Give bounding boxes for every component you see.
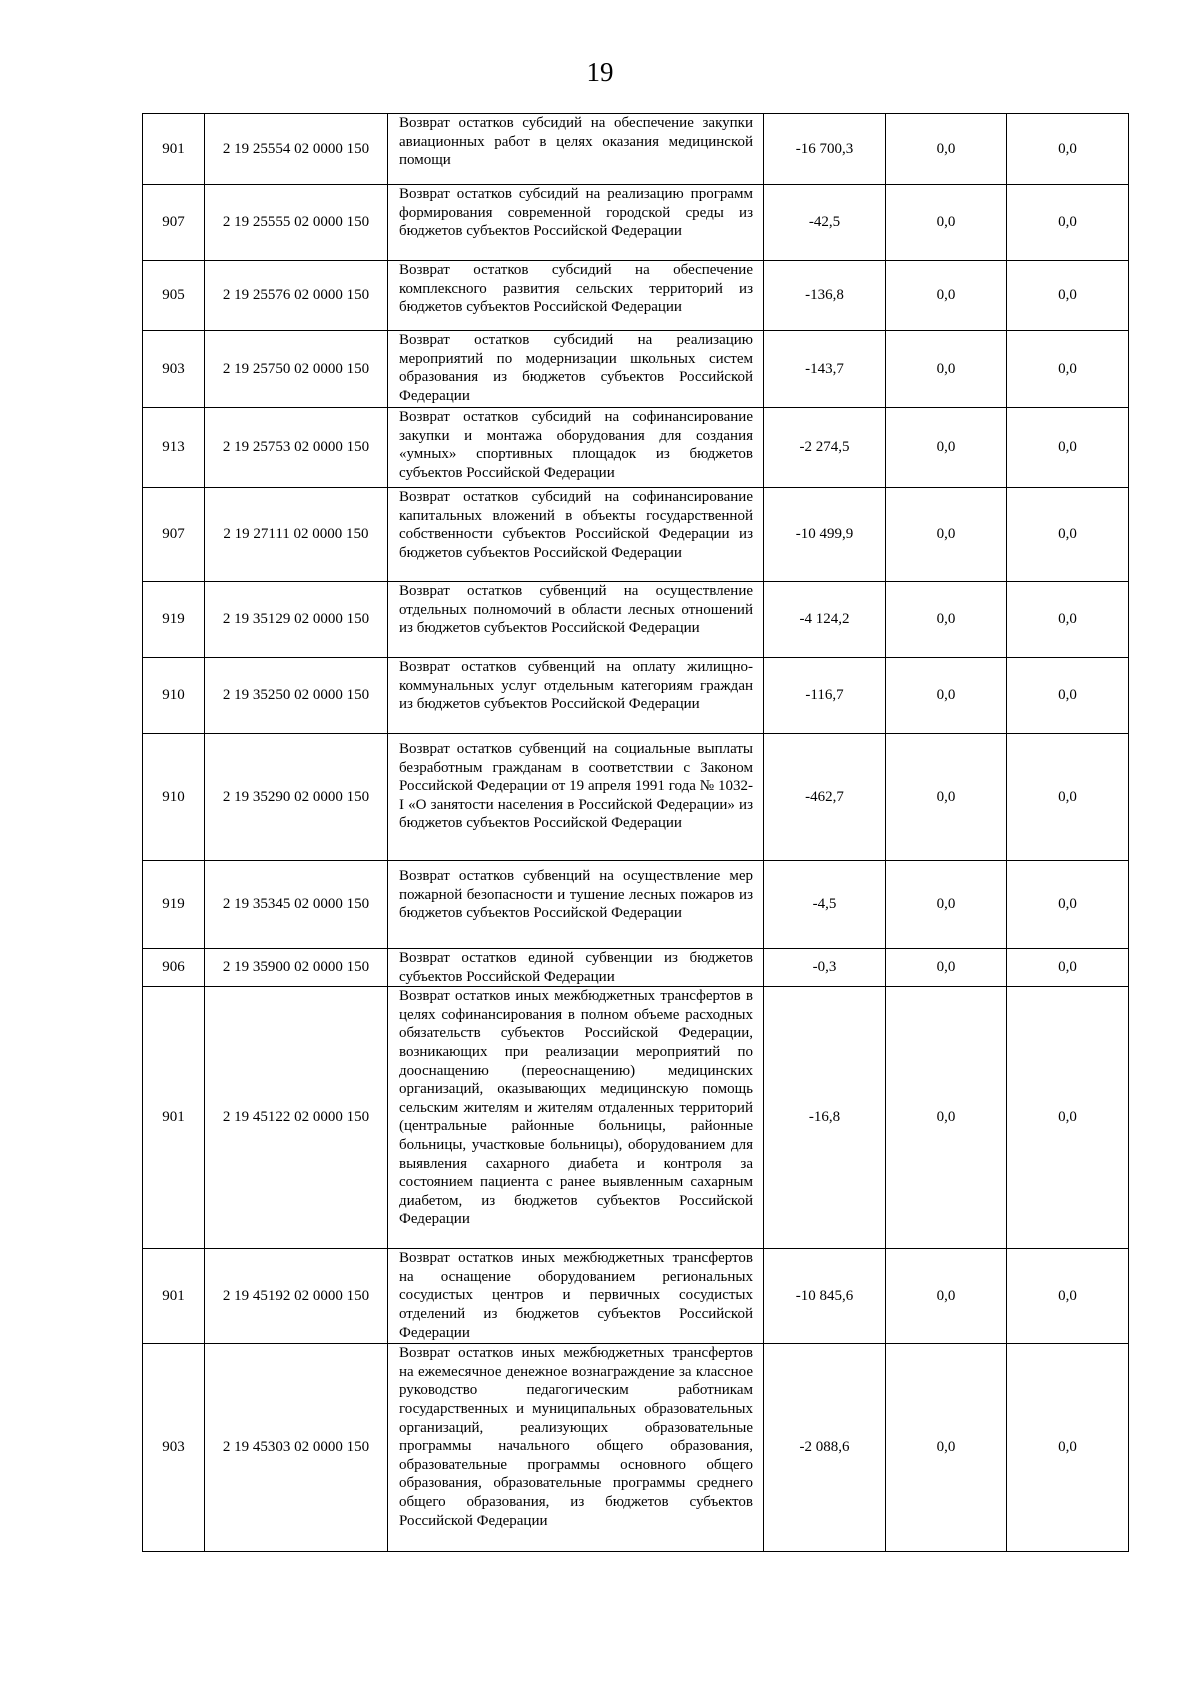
admin-code-cell: 901 <box>143 987 205 1249</box>
budget-table <box>142 113 1129 1552</box>
description-cell: Возврат остатков субвенций на осуществление мер пожарной безопасности и тушение лесных пожаров из бюджетов субъектов Российской Федерации <box>388 861 764 949</box>
table-row <box>143 658 1129 734</box>
admin-code-cell: 910 <box>143 658 205 734</box>
admin-code-cell: 906 <box>143 949 205 987</box>
amount-year3-cell: 0,0 <box>1007 114 1129 185</box>
amount-year3-cell: 0,0 <box>1007 1344 1129 1552</box>
amount-year3-cell: 0,0 <box>1007 658 1129 734</box>
table-row <box>143 582 1129 658</box>
admin-code-cell: 913 <box>143 408 205 488</box>
amount-year3-cell: 0,0 <box>1007 331 1129 408</box>
admin-code-cell: 919 <box>143 861 205 949</box>
amount-year3-cell: 0,0 <box>1007 861 1129 949</box>
description-cell: Возврат остатков субсидий на обеспечение комплексного развития сельских территорий из бюджетов субъектов Российской Федерации <box>388 261 764 331</box>
admin-code-cell: 905 <box>143 261 205 331</box>
table-row <box>143 185 1129 261</box>
table-row <box>143 861 1129 949</box>
amount-year1-cell: -143,7 <box>764 331 886 408</box>
description-cell: Возврат остатков субвенций на оплату жилищно-коммунальных услуг отдельным категориям граждан из бюджетов субъектов Российской Федерации <box>388 658 764 734</box>
amount-year1-cell: -2 088,6 <box>764 1344 886 1552</box>
budget-code-cell: 2 19 35129 02 0000 150 <box>205 582 388 658</box>
amount-year3-cell: 0,0 <box>1007 734 1129 861</box>
amount-year3-cell: 0,0 <box>1007 488 1129 582</box>
amount-year2-cell: 0,0 <box>886 408 1007 488</box>
table-row <box>143 261 1129 331</box>
description-cell: Возврат остатков субсидий на реализацию мероприятий по модернизации школьных систем образования из бюджетов субъектов Российской Федерации <box>388 331 764 408</box>
amount-year1-cell: -42,5 <box>764 185 886 261</box>
amount-year3-cell: 0,0 <box>1007 1249 1129 1344</box>
amount-year1-cell: -2 274,5 <box>764 408 886 488</box>
table-row <box>143 734 1129 861</box>
table-row <box>143 488 1129 582</box>
amount-year2-cell: 0,0 <box>886 1249 1007 1344</box>
budget-code-cell: 2 19 35900 02 0000 150 <box>205 949 388 987</box>
amount-year1-cell: -10 499,9 <box>764 488 886 582</box>
description-cell: Возврат остатков иных межбюджетных трансфертов на оснащение оборудованием региональных сосудистых центров и первичных сосудистых отделений из бюджетов субъектов Российской Федерации <box>388 1249 764 1344</box>
admin-code-cell: 907 <box>143 488 205 582</box>
description-cell: Возврат остатков субвенций на социальные выплаты безработным гражданам в соответствии с Законом Российской Федерации от 19 апреля 1991 года № 1032-I «О занятости населения в Российской Федерации» из бюджетов субъектов Российской Федерации <box>388 734 764 861</box>
amount-year3-cell: 0,0 <box>1007 261 1129 331</box>
amount-year2-cell: 0,0 <box>886 1344 1007 1552</box>
description-cell: Возврат остатков иных межбюджетных трансфертов на ежемесячное денежное вознаграждение за классное руководство педагогическим работникам государственных и муниципальных образовательных организаций, реализующих образовательные программы начального общего образования, образовательные программы основного общего образования, образовательные программы среднего общего образования, из бюджетов субъектов Российской Федерации <box>388 1344 764 1552</box>
amount-year2-cell: 0,0 <box>886 331 1007 408</box>
amount-year1-cell: -136,8 <box>764 261 886 331</box>
description-cell: Возврат остатков субсидий на софинансирование капитальных вложений в объекты государственной собственности субъектов Российской Федерации из бюджетов субъектов Российской Федерации <box>388 488 764 582</box>
amount-year2-cell: 0,0 <box>886 861 1007 949</box>
amount-year3-cell: 0,0 <box>1007 185 1129 261</box>
amount-year2-cell: 0,0 <box>886 734 1007 861</box>
amount-year1-cell: -16 700,3 <box>764 114 886 185</box>
budget-code-cell: 2 19 27111 02 0000 150 <box>205 488 388 582</box>
budget-code-cell: 2 19 25576 02 0000 150 <box>205 261 388 331</box>
description-cell: Возврат остатков субвенций на осуществление отдельных полномочий в области лесных отношений из бюджетов субъектов Российской Федерации <box>388 582 764 658</box>
table-row <box>143 1249 1129 1344</box>
amount-year3-cell: 0,0 <box>1007 987 1129 1249</box>
amount-year2-cell: 0,0 <box>886 582 1007 658</box>
description-cell: Возврат остатков единой субвенции из бюджетов субъектов Российской Федерации <box>388 949 764 987</box>
table-row <box>143 408 1129 488</box>
amount-year1-cell: -16,8 <box>764 987 886 1249</box>
description-cell: Возврат остатков субсидий на софинансирование закупки и монтажа оборудования для создания «умных» спортивных площадок из бюджетов субъектов Российской Федерации <box>388 408 764 488</box>
table-row <box>143 987 1129 1249</box>
table-row <box>143 331 1129 408</box>
budget-table-body <box>143 114 1129 1552</box>
admin-code-cell: 910 <box>143 734 205 861</box>
description-cell: Возврат остатков субсидий на обеспечение закупки авиационных работ в целях оказания медицинской помощи <box>388 114 764 185</box>
amount-year1-cell: -116,7 <box>764 658 886 734</box>
budget-code-cell: 2 19 45122 02 0000 150 <box>205 987 388 1249</box>
amount-year3-cell: 0,0 <box>1007 408 1129 488</box>
amount-year2-cell: 0,0 <box>886 114 1007 185</box>
amount-year2-cell: 0,0 <box>886 658 1007 734</box>
amount-year2-cell: 0,0 <box>886 185 1007 261</box>
admin-code-cell: 907 <box>143 185 205 261</box>
budget-code-cell: 2 19 25555 02 0000 150 <box>205 185 388 261</box>
admin-code-cell: 901 <box>143 114 205 185</box>
amount-year2-cell: 0,0 <box>886 261 1007 331</box>
budget-code-cell: 2 19 35290 02 0000 150 <box>205 734 388 861</box>
table-row <box>143 114 1129 185</box>
budget-code-cell: 2 19 45303 02 0000 150 <box>205 1344 388 1552</box>
budget-code-cell: 2 19 35250 02 0000 150 <box>205 658 388 734</box>
amount-year2-cell: 0,0 <box>886 987 1007 1249</box>
budget-code-cell: 2 19 25554 02 0000 150 <box>205 114 388 185</box>
amount-year3-cell: 0,0 <box>1007 949 1129 987</box>
amount-year3-cell: 0,0 <box>1007 582 1129 658</box>
description-cell: Возврат остатков субсидий на реализацию программ формирования современной городской среды из бюджетов субъектов Российской Федерации <box>388 185 764 261</box>
amount-year2-cell: 0,0 <box>886 949 1007 987</box>
amount-year1-cell: -4 124,2 <box>764 582 886 658</box>
amount-year2-cell: 0,0 <box>886 488 1007 582</box>
table-row <box>143 949 1129 987</box>
admin-code-cell: 919 <box>143 582 205 658</box>
amount-year1-cell: -0,3 <box>764 949 886 987</box>
admin-code-cell: 903 <box>143 1344 205 1552</box>
amount-year1-cell: -4,5 <box>764 861 886 949</box>
budget-code-cell: 2 19 35345 02 0000 150 <box>205 861 388 949</box>
table-row <box>143 1344 1129 1552</box>
admin-code-cell: 903 <box>143 331 205 408</box>
description-cell: Возврат остатков иных межбюджетных трансфертов в целях софинансирования в полном объеме расходных обязательств субъектов Российской Федерации, возникающих при реализации мероприятий по дооснащению (переоснащению) медицинских организаций, оказывающих медицинскую помощь сельским жителям и жителям отдаленных территорий (центральные районные больницы, районные больницы, участковые больницы), оборудованием для выявления сахарного диабета и контроля за состоянием пациента с ранее выявленным сахарным диабетом, из бюджетов субъектов Российской Федерации <box>388 987 764 1249</box>
admin-code-cell: 901 <box>143 1249 205 1344</box>
budget-code-cell: 2 19 45192 02 0000 150 <box>205 1249 388 1344</box>
budget-code-cell: 2 19 25753 02 0000 150 <box>205 408 388 488</box>
amount-year1-cell: -462,7 <box>764 734 886 861</box>
amount-year1-cell: -10 845,6 <box>764 1249 886 1344</box>
page-number: 19 <box>586 57 614 87</box>
budget-code-cell: 2 19 25750 02 0000 150 <box>205 331 388 408</box>
